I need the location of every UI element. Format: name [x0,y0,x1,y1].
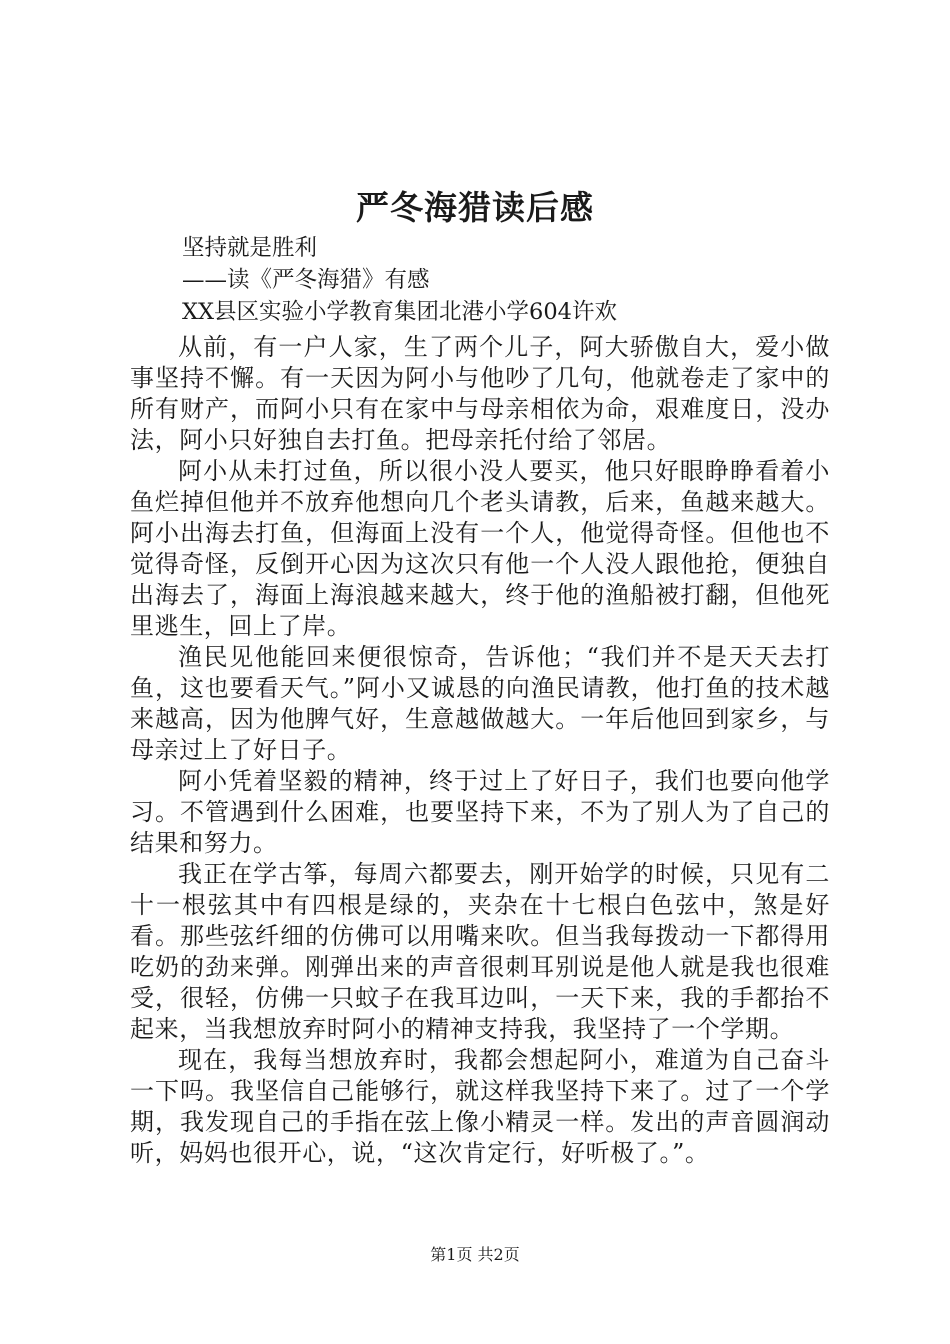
subtitle-line: 坚持就是胜利 [182,235,318,261]
paragraph: 现在，我每当想放弃时，我都会想起阿小，难道为自己奋斗一下吗。我坚信自己能够行，就这样我坚持下来了。过了一个学期，我发现自己的手指在弦上像小精灵一样。发出的声音圆润动听，妈妈也很开心，说，“这次肯定行，好听极了。”。 [130,1046,830,1167]
book-reference-line: ——读《严冬海猎》有感 [182,267,430,293]
page-title: 严冬海猎读后感 [356,188,594,227]
paragraph: 从前，有一户人家，生了两个儿子，阿大骄傲自大，爱小做事坚持不懈。有一天因为阿小与他吵了几句，他就卷走了家中的所有财产，而阿小只有在家中与母亲相依为命，艰难度日，没办法，阿小只好独自去打鱼。把母亲托付给了邻居。 [130,333,830,454]
page-footer: 第1页 共2页 [430,1245,520,1264]
author-line: XX县区实验小学教育集团北港小学604许欢 [182,299,617,325]
body-text [130,332,830,1169]
paragraph: 我正在学古筝，每周六都要去，刚开始学的时候，只见有二十一根弦其中有四根是绿的，夹杂在十七根白色弦中，煞是好看。那些弦纤细的仿佛可以用嘴来吹。但当我每拨动一下都得用吃奶的劲来弹。刚弹出来的声音很刺耳别说是他人就是我也很难受，很轻，仿佛一只蚊子在我耳边叫，一天下来，我的手都抬不起来，当我想放弃时阿小的精神支持我，我坚持了一个学期。 [130,860,830,1043]
paragraph: 阿小凭着坚毅的精神，终于过上了好日子，我们也要向他学习。不管遇到什么困难，也要坚持下来，不为了别人为了自己的结果和努力。 [130,767,830,857]
paragraph: 渔民见他能回来便很惊奇，告诉他；“我们并不是天天去打鱼，这也要看天气。”阿小又诚恳的向渔民请教，他打鱼的技术越来越高，因为他脾气好，生意越做越大。一年后他回到家乡，与母亲过上了好日子。 [130,643,830,764]
paragraph: 阿小从未打过鱼，所以很小没人要买，他只好眼睁睁看着小鱼烂掉但他并不放弃他想向几个老头请教，后来，鱼越来越大。阿小出海去打鱼，但海面上没有一个人，他觉得奇怪。但他也不觉得奇怪，反倒开心因为这次只有他一个人没人跟他抢，便独自出海去了，海面上海浪越来越大，终于他的渔船被打翻，但他死里逃生，回上了岸。 [130,457,830,640]
